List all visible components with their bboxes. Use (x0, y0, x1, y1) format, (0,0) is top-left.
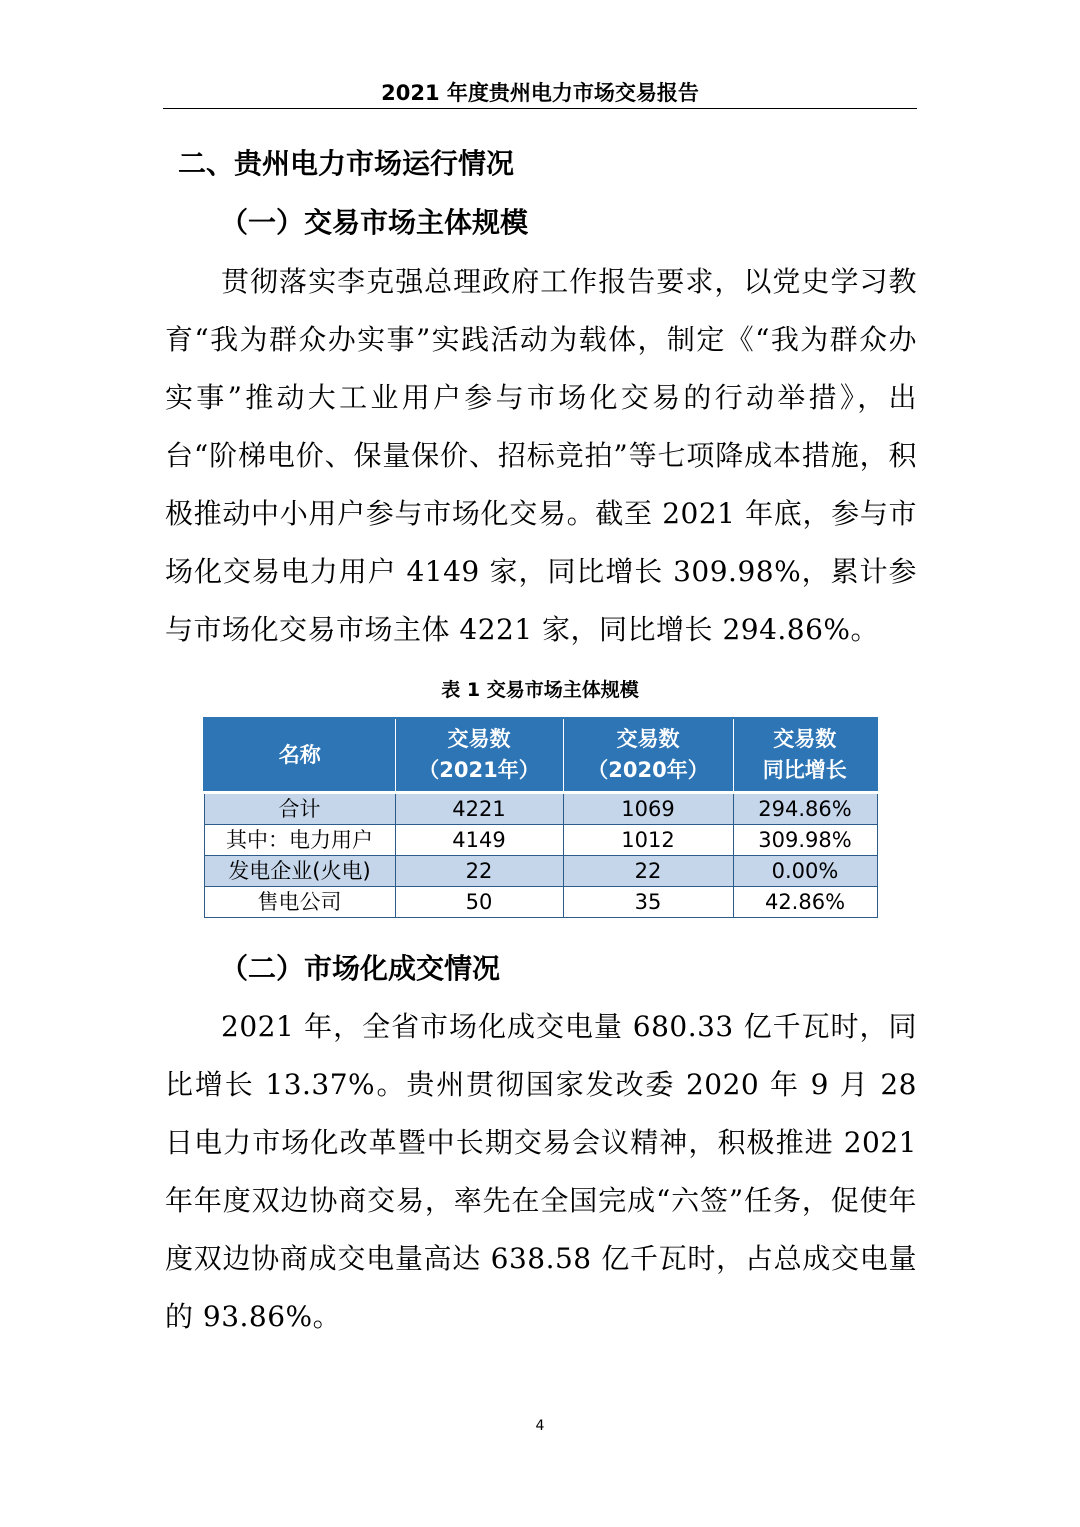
subsection-heading-1: （一）交易市场主体规模 (220, 206, 529, 239)
column-header-2020 (563, 718, 733, 793)
table-cell: 1012 (563, 825, 733, 856)
report-header-title: 2021 年度贵州电力市场交易报告 (381, 81, 699, 105)
subsection-heading-2: （二）市场化成交情况 (220, 952, 501, 985)
column-header-line: 交易数 (447, 727, 511, 751)
table-cell: 0.00% (733, 856, 877, 887)
column-header-line: 交易数 (773, 727, 837, 751)
paragraph-market-participants: 贯彻落实李克强总理政府工作报告要求，以党史学习教育“我为群众办实事”实践活动为载体，制定《“我为群众办实事”推动大工业用户参与市场化交易的行动举措》，出台“阶梯电价、保量保价、招标竞拍”等七项降成本措施，积极推动中小用户参与市场化交易。截至 2021 年底，参与市场化交易电力用户 4149 家，同比增长 309.98%，累计参与市场化交易市场主体 4221 家，同比增长 294.86%。 (165, 265, 917, 646)
table-cell: 22 (395, 856, 563, 887)
table-cell: 4149 (395, 825, 563, 856)
table-row (204, 793, 877, 825)
table-cell: 22 (563, 856, 733, 887)
table-row (204, 856, 877, 887)
column-header-2021 (395, 718, 563, 793)
table-cell: 1069 (563, 793, 733, 825)
column-header-growth (733, 718, 877, 793)
table-cell: 4221 (395, 793, 563, 825)
table-caption: 表 1 交易市场主体规模 (441, 679, 639, 701)
header-divider (163, 108, 917, 109)
page-number: 4 (535, 1418, 545, 1434)
section-heading: 二、贵州电力市场运行情况 (178, 147, 515, 180)
table-cell: 294.86% (733, 793, 877, 825)
column-header-line: 交易数 (616, 727, 680, 751)
paragraph-market-transactions: 2021 年，全省市场化成交电量 680.33 亿千瓦时，同比增长 13.37%。贵州贯彻国家发改委 2020 年 9 月 28 日电力市场化改革暨中长期交易会议精神，积极推进 2021 年年度双边协商交易，率先在全国完成“六签”任务，促使年度双边协商成交电量高达 638.58 亿千瓦时，占总成交电量的 93.86%。 (165, 1010, 917, 1333)
table-cell: 42.86% (733, 887, 877, 918)
column-header-line: 同比增长 (762, 758, 847, 782)
table-header-row (204, 718, 877, 793)
column-header-name (204, 718, 395, 793)
column-header-line: （2021年） (418, 758, 540, 782)
market-participants-table (203, 717, 878, 918)
table-cell: 50 (395, 887, 563, 918)
table-cell: 35 (563, 887, 733, 918)
table-cell: 309.98% (733, 825, 877, 856)
table-cell: 售电公司 (204, 887, 395, 918)
table-row (204, 887, 877, 918)
table-cell: 其中：电力用户 (204, 825, 395, 856)
table-cell: 发电企业(火电) (204, 856, 395, 887)
table-cell: 合计 (204, 793, 395, 825)
table-row (204, 825, 877, 856)
column-header-line: （2020年） (587, 758, 709, 782)
column-header-line: 名称 (278, 742, 321, 767)
